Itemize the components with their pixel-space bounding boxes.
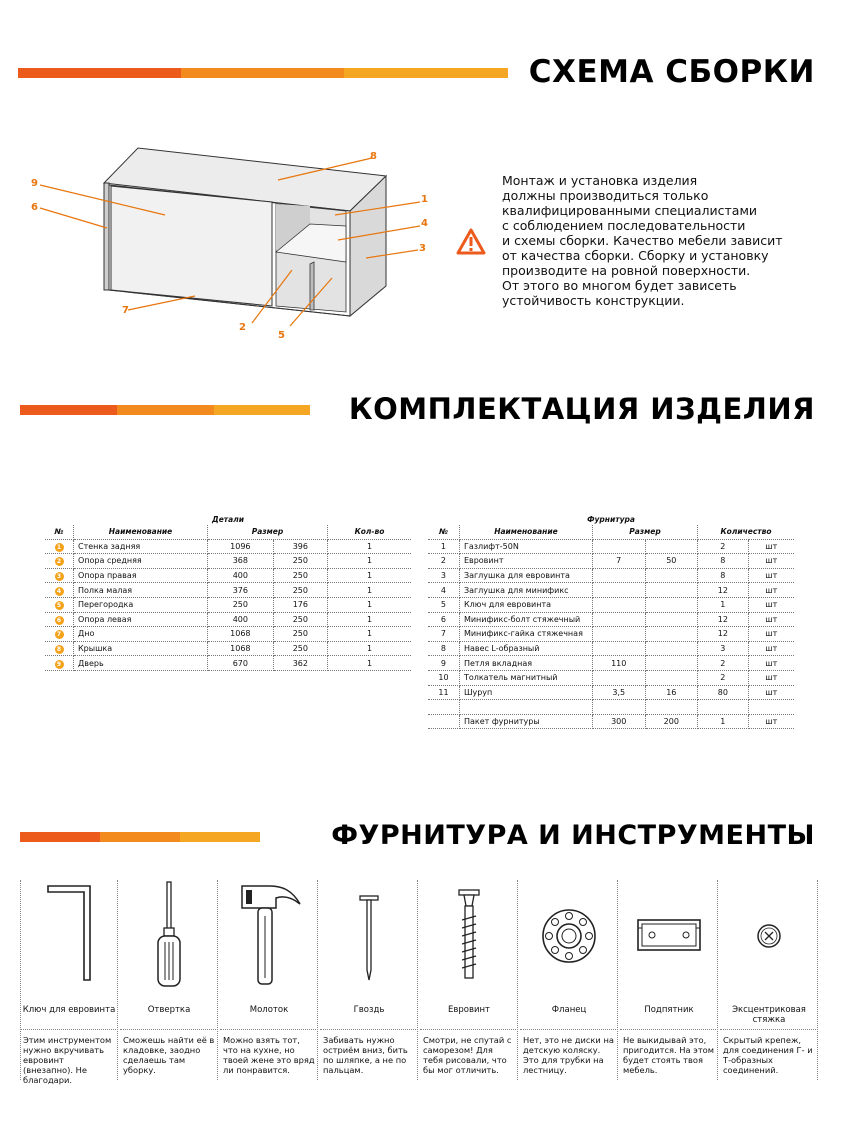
accent-bar [18, 68, 508, 78]
divider [317, 880, 318, 1080]
size-a: 1096 [208, 539, 274, 554]
warning-line: производите на ровной поверхности. [502, 263, 751, 278]
col-header: Кол-во [328, 525, 412, 539]
tools-grid [20, 880, 820, 1085]
size-a: 3,5 [592, 685, 645, 700]
size-b: 250 [273, 568, 327, 583]
quantity: 12 [698, 583, 749, 598]
warning-triangle-icon [456, 228, 486, 256]
row-number [45, 568, 74, 583]
tool-name: Отвертка [147, 1005, 191, 1015]
callout-1: 1 [421, 194, 428, 205]
parts-table-caption: Детали [212, 515, 244, 524]
table-row [45, 612, 411, 627]
row-number [45, 597, 74, 612]
size-a: 400 [208, 568, 274, 583]
tool-description: Смотри, не спутай с саморезом! Для тебя рисовали, что бы мог отличить. [423, 1035, 512, 1075]
cabinet-door [111, 186, 272, 306]
divider [117, 880, 118, 1080]
divider [517, 880, 518, 1080]
size-a: 1068 [208, 641, 274, 656]
size-a: 670 [208, 656, 274, 671]
tool-card [20, 880, 118, 1085]
table-row [428, 554, 794, 569]
tool-description: Этим инструментом нужно вкручивать евровинт (внезапно). Не благодари. [23, 1035, 112, 1085]
screwdriver-icon [120, 880, 218, 990]
tool-card [620, 880, 718, 1080]
part-name: Опора левая [74, 612, 208, 627]
unit [748, 700, 794, 715]
accent-bar [20, 832, 260, 842]
unit: шт [748, 554, 794, 569]
size-b [645, 627, 698, 642]
row-number [45, 583, 74, 598]
table-row [45, 656, 411, 671]
row-number [45, 641, 74, 656]
part-name: Перегородка [74, 597, 208, 612]
unit: шт [748, 685, 794, 700]
size-b: 250 [273, 554, 327, 569]
table-row [428, 568, 794, 583]
row-number [45, 656, 74, 671]
row-number [45, 539, 74, 554]
row-number-badge: 9 [55, 660, 64, 669]
size-a [592, 597, 645, 612]
warning-line: с соблюдением последовательности [502, 218, 746, 233]
part-name: Опора средняя [74, 554, 208, 569]
unit: шт [748, 656, 794, 671]
tool-card [420, 880, 518, 1080]
hardware-name: Газлифт-50N [459, 539, 592, 554]
callout-8: 8 [370, 151, 377, 162]
table-row [428, 670, 794, 685]
quantity: 1 [328, 583, 412, 598]
quantity: 1 [328, 656, 412, 671]
size-b: 200 [645, 714, 698, 729]
unit: шт [748, 670, 794, 685]
table-row [428, 641, 794, 656]
tool-card [520, 880, 618, 1080]
tool-name: Ключ для евровинта [22, 1005, 116, 1015]
part-name: Опора правая [74, 568, 208, 583]
size-b: 250 [273, 612, 327, 627]
unit: шт [748, 597, 794, 612]
divider [220, 1029, 318, 1030]
size-a [592, 539, 645, 554]
callout-6: 6 [31, 202, 38, 213]
tool-card [120, 880, 218, 1080]
quantity: 2 [698, 670, 749, 685]
table-row [45, 641, 411, 656]
col-header: № [428, 525, 459, 539]
tool-name: Эксцентриковая стяжка [732, 1005, 806, 1025]
size-a [592, 568, 645, 583]
tool-description: Можно взять тот, что на кухне, но твоей жене это вряд ли понравится. [223, 1035, 315, 1075]
hammer-icon [220, 880, 318, 990]
hardware-name: Навес L-образный [459, 641, 592, 656]
hardware-name: Толкатель магнитный [459, 670, 592, 685]
size-b [645, 656, 698, 671]
unit: шт [748, 714, 794, 729]
quantity: 2 [698, 656, 749, 671]
divider [320, 1029, 418, 1030]
divider [217, 880, 218, 1080]
callout-5: 5 [278, 330, 285, 341]
row-number [45, 627, 74, 642]
quantity: 1 [328, 568, 412, 583]
hardware-table-caption: Фурнитура [587, 515, 635, 524]
size-b [645, 612, 698, 627]
table-row [45, 583, 411, 598]
quantity: 80 [698, 685, 749, 700]
row-number: 2 [428, 554, 459, 569]
size-b [645, 583, 698, 598]
divider [520, 1029, 618, 1030]
table-row [45, 597, 411, 612]
warning-line: От этого во многом будет зависеть [502, 278, 737, 293]
hardware-name: Шуруп [459, 685, 592, 700]
size-a: 7 [592, 554, 645, 569]
hardware-name: Евровинт [459, 554, 592, 569]
hardware-name: Петля вкладная [459, 656, 592, 671]
tool-description: Забивать нужно остриём вниз, бить по шляпке, а не по пальцам. [323, 1035, 408, 1075]
warning-line: Монтаж и установка изделия [502, 173, 698, 188]
hex-key-icon [20, 880, 118, 990]
unit: шт [748, 583, 794, 598]
size-b: 396 [273, 539, 327, 554]
tool-card [220, 880, 318, 1080]
size-a: 368 [208, 554, 274, 569]
size-b: 250 [273, 641, 327, 656]
tool-description: Скрытый крепеж, для соединения Г- и Т-образных соединений. [723, 1035, 813, 1075]
divider [817, 880, 818, 1080]
col-header: Размер [592, 525, 697, 539]
row-number: 4 [428, 583, 459, 598]
row-number-badge: 4 [55, 587, 64, 596]
callout-3: 3 [419, 243, 426, 254]
unit: шт [748, 539, 794, 554]
size-b: 250 [273, 583, 327, 598]
quantity: 1 [328, 554, 412, 569]
hardware-table [428, 515, 794, 729]
col-header: № [45, 525, 74, 539]
size-b: 50 [645, 554, 698, 569]
part-name: Полка малая [74, 583, 208, 598]
accent-bar [20, 405, 310, 415]
tool-name: Молоток [249, 1005, 289, 1015]
row-number: 7 [428, 627, 459, 642]
warning-line: квалифицированными специалистами [502, 203, 757, 218]
warning-line: от качества сборки. Сборку и установку [502, 248, 769, 263]
size-b [645, 641, 698, 656]
divider [617, 880, 618, 1080]
size-a [592, 700, 645, 715]
nail-icon [320, 880, 418, 990]
unit: шт [748, 568, 794, 583]
warning-line: и схемы сборки. Качество мебели зависит [502, 233, 783, 248]
row-number: 10 [428, 670, 459, 685]
unit: шт [748, 641, 794, 656]
table-header-row [45, 525, 411, 539]
tool-name: Гвоздь [353, 1005, 385, 1015]
row-number-badge: 3 [55, 572, 64, 581]
assembly-diagram [20, 140, 440, 350]
divider [620, 1029, 718, 1030]
row-number: 1 [428, 539, 459, 554]
row-number [45, 612, 74, 627]
tool-name: Евровинт [447, 1005, 491, 1015]
hardware-name [459, 700, 592, 715]
size-b: 176 [273, 597, 327, 612]
divider [20, 1029, 118, 1030]
tool-card [720, 880, 818, 1080]
col-header: Количество [698, 525, 794, 539]
callout-7: 7 [122, 305, 129, 316]
section-title-assembly: СХЕМА СБОРКИ [528, 54, 815, 90]
row-number [45, 554, 74, 569]
section-title-kit: КОМПЛЕКТАЦИЯ ИЗДЕЛИЯ [348, 392, 815, 426]
callout-4: 4 [421, 218, 428, 229]
size-b [645, 670, 698, 685]
part-name: Дверь [74, 656, 208, 671]
row-number: 11 [428, 685, 459, 700]
part-name: Стенка задняя [74, 539, 208, 554]
hardware-name: Ключ для евровинта [459, 597, 592, 612]
quantity: 1 [328, 597, 412, 612]
quantity: 1 [698, 597, 749, 612]
quantity: 1 [328, 627, 412, 642]
tool-description: Не выкидывай это, пригодится. На этом будет стоять твоя мебель. [623, 1035, 714, 1075]
table-row [428, 612, 794, 627]
row-number: 3 [428, 568, 459, 583]
quantity: 1 [328, 612, 412, 627]
row-number [428, 714, 459, 729]
row-number: 5 [428, 597, 459, 612]
quantity: 8 [698, 568, 749, 583]
divider [120, 1029, 218, 1030]
quantity: 3 [698, 641, 749, 656]
row-number-badge: 8 [55, 645, 64, 654]
tool-description: Сможешь найти её в кладовке, заодно сделаешь там уборку. [123, 1035, 215, 1075]
callout-9: 9 [31, 178, 38, 189]
hardware-name: Заглушка для евровинта [459, 568, 592, 583]
cam-lock-icon [720, 880, 818, 990]
divider [420, 1029, 518, 1030]
row-number: 9 [428, 656, 459, 671]
row-number [428, 700, 459, 715]
size-b [645, 539, 698, 554]
size-a: 110 [592, 656, 645, 671]
table-row [428, 700, 794, 715]
cabinet-left-edge [104, 183, 109, 290]
table-row [45, 539, 411, 554]
table-row [45, 627, 411, 642]
table-row [428, 597, 794, 612]
tool-name: Фланец [551, 1005, 587, 1015]
quantity: 1 [328, 641, 412, 656]
table-header-row [428, 525, 794, 539]
row-number-badge: 1 [55, 543, 64, 552]
size-a [592, 641, 645, 656]
unit: шт [748, 627, 794, 642]
quantity: 1 [328, 539, 412, 554]
divider [720, 1029, 818, 1030]
row-number: 6 [428, 612, 459, 627]
size-b: 16 [645, 685, 698, 700]
quantity: 2 [698, 539, 749, 554]
size-a [592, 612, 645, 627]
size-a: 1068 [208, 627, 274, 642]
glide-icon [620, 880, 718, 990]
parts-table [45, 515, 411, 671]
warning-line: устойчивость конструкции. [502, 293, 685, 308]
quantity: 8 [698, 554, 749, 569]
row-number-badge: 7 [55, 630, 64, 639]
hardware-name: Минификс-гайка стяжечная [459, 627, 592, 642]
quantity: 1 [698, 714, 749, 729]
quantity: 12 [698, 627, 749, 642]
size-a [592, 670, 645, 685]
table-row [428, 583, 794, 598]
size-a: 376 [208, 583, 274, 598]
size-b: 362 [273, 656, 327, 671]
table-row [428, 685, 794, 700]
tool-card [320, 880, 418, 1080]
size-a: 400 [208, 612, 274, 627]
assembly-warning [502, 173, 802, 308]
flange-icon [520, 880, 618, 990]
col-header: Наименование [74, 525, 208, 539]
quantity: 12 [698, 612, 749, 627]
tool-name: Подпятник [644, 1005, 694, 1015]
table-row [428, 714, 794, 729]
table-row [428, 656, 794, 671]
tool-description: Нет, это не диски на детскую коляску. Это для трубки на лестницу. [523, 1035, 614, 1075]
col-header: Наименование [459, 525, 592, 539]
row-number: 8 [428, 641, 459, 656]
hardware-name: Заглушка для минификс [459, 583, 592, 598]
callout-2: 2 [239, 322, 246, 333]
divider [717, 880, 718, 1080]
size-a: 250 [208, 597, 274, 612]
unit: шт [748, 612, 794, 627]
size-b [645, 700, 698, 715]
size-a [592, 627, 645, 642]
size-b: 250 [273, 627, 327, 642]
table-row [428, 539, 794, 554]
warning-line: должны производиться только [502, 188, 709, 203]
quantity [698, 700, 749, 715]
part-name: Крышка [74, 641, 208, 656]
row-number-badge: 5 [55, 601, 64, 610]
section-title-tools: ФУРНИТУРА И ИНСТРУМЕНТЫ [331, 820, 815, 851]
divider [417, 880, 418, 1080]
size-a: 300 [592, 714, 645, 729]
row-number-badge: 2 [55, 557, 64, 566]
part-name: Дно [74, 627, 208, 642]
euroscrew-icon [420, 880, 518, 990]
row-number-badge: 6 [55, 616, 64, 625]
size-b [645, 597, 698, 612]
table-row [45, 568, 411, 583]
hardware-name: Пакет фурнитуры [459, 714, 592, 729]
table-row [428, 627, 794, 642]
col-header: Размер [208, 525, 328, 539]
size-b [645, 568, 698, 583]
size-a [592, 583, 645, 598]
table-row [45, 554, 411, 569]
hardware-name: Минификс-болт стяжечный [459, 612, 592, 627]
